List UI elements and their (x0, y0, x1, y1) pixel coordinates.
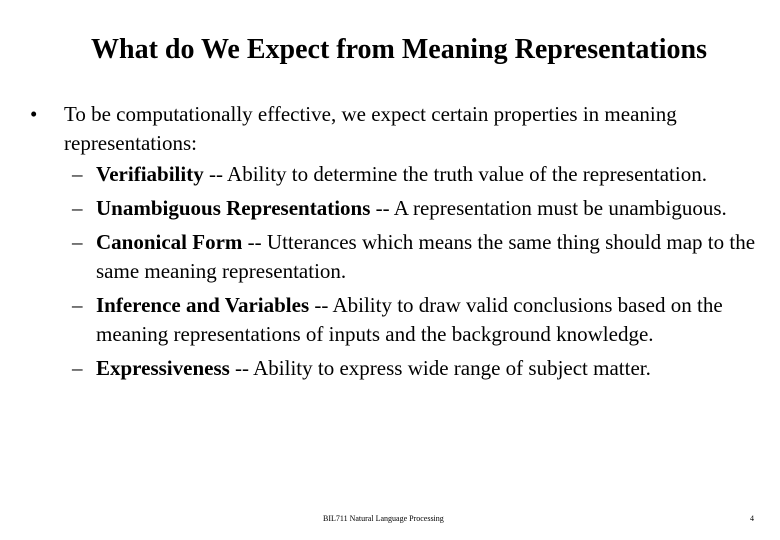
property-description: Ability to express wide range of subject matter. (253, 356, 651, 380)
property-separator: -- (203, 162, 228, 186)
main-bullet (30, 100, 770, 158)
property-item-expressiveness (30, 354, 770, 383)
dash-marker: – (72, 196, 83, 220)
property-description: Utterances which means the same thing should map to the same meaning representation. (96, 230, 756, 283)
bullet-marker: • (30, 102, 38, 126)
property-term: Verifiability (96, 162, 204, 186)
main-bullet-text: To be computationally effective, we expect certain properties in meaning representations: (64, 102, 677, 155)
property-term: Canonical Form (96, 230, 243, 254)
property-term: Inference and Variables (96, 293, 310, 317)
property-description: A representation must be unambiguous. (393, 196, 727, 220)
property-list (30, 160, 770, 383)
dash-marker: – (72, 230, 83, 254)
property-separator: -- (242, 230, 267, 254)
property-item-canonical-form (30, 228, 770, 286)
property-description: Ability to determine the truth value of the representation. (227, 162, 707, 186)
property-term: Expressiveness (96, 356, 230, 380)
property-separator: -- (229, 356, 254, 380)
dash-marker: – (72, 356, 83, 380)
slide-footer: BIL711 Natural Language Processing (323, 514, 444, 523)
page-number: 4 (750, 514, 754, 523)
property-description: Ability to draw valid conclusions based on the meaning representations of inputs and the background knowledge. (96, 293, 723, 346)
dash-marker: – (72, 162, 83, 186)
property-item-verifiability (30, 160, 770, 189)
property-separator: -- (370, 196, 394, 220)
slide-content (30, 100, 770, 388)
dash-marker: – (72, 293, 83, 317)
property-separator: -- (309, 293, 333, 317)
property-item-unambiguous (30, 194, 770, 223)
property-item-inference (30, 291, 770, 349)
slide-title: What do We Expect from Meaning Representations (91, 34, 707, 65)
property-term: Unambiguous Representations (96, 196, 371, 220)
